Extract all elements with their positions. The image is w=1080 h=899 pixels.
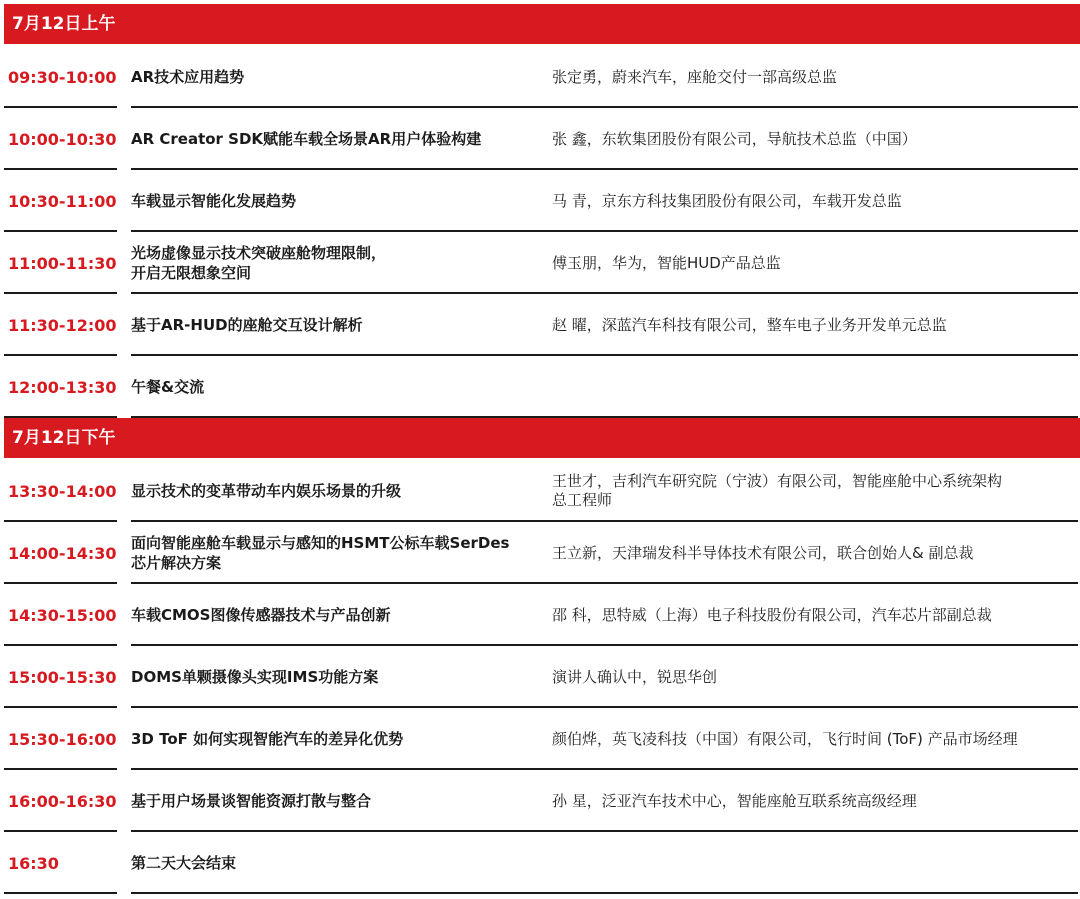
session-time: 15:00-15:30: [8, 667, 117, 687]
session-speaker: 演讲人确认中，锐思华创: [552, 667, 718, 686]
session-time: 10:00-10:30: [8, 129, 117, 149]
session-time: 11:30-12:00: [8, 315, 117, 335]
session-speaker: 王立新，天津瑞发科半导体技术有限公司，联合创始人& 副总裁: [552, 543, 974, 562]
schedule-row: [0, 708, 1080, 770]
schedule-row: [0, 46, 1080, 108]
schedule-row: [0, 770, 1080, 832]
schedule-row: [0, 232, 1080, 294]
session-topic: 午餐&交流: [131, 378, 205, 396]
schedule-row: [0, 522, 1080, 584]
row-divider-left: [4, 892, 117, 894]
session-speaker: 张 鑫，东软集团股份有限公司，导航技术总监（中国）: [552, 129, 917, 148]
schedule-row: [0, 356, 1080, 418]
session-topic: 基于AR-HUD的座舱交互设计解析: [131, 316, 363, 334]
session-topic: DOMS单颗摄像头实现IMS功能方案: [131, 668, 379, 686]
session-topic: 3D ToF 如何实现智能汽车的差异化优势: [131, 730, 404, 748]
afternoon-section-header: 7月12日下午: [4, 418, 1080, 458]
session-time: 11:00-11:30: [8, 253, 117, 273]
session-speaker: 颜伯烨，英飞凌科技（中国）有限公司，飞行时间 (ToF) 产品市场经理: [552, 729, 1018, 748]
session-speaker: 孙 星，泛亚汽车技术中心，智能座舱互联系统高级经理: [552, 791, 917, 810]
session-topic: AR Creator SDK赋能车载全场景AR用户体验构建: [131, 130, 482, 148]
session-speaker: 王世才，吉利汽车研究院（宁波）有限公司，智能座舱中心系统架构 总工程师: [552, 472, 1003, 509]
schedule-row: [0, 294, 1080, 356]
session-time: 14:00-14:30: [8, 543, 117, 563]
session-topic: 车载CMOS图像传感器技术与产品创新: [131, 606, 391, 624]
schedule-row: [0, 832, 1080, 894]
session-speaker: [552, 356, 1074, 418]
row-divider-right: [131, 892, 1078, 894]
schedule-row: [0, 460, 1080, 522]
session-topic: AR技术应用趋势: [131, 68, 245, 86]
session-topic: 基于用户场景谈智能资源打散与整合: [131, 792, 372, 810]
schedule-row: [0, 170, 1080, 232]
session-time: 16:30: [8, 853, 59, 873]
session-time: 14:30-15:00: [8, 605, 117, 625]
schedule-row: [0, 108, 1080, 170]
session-speaker: 赵 曜，深蓝汽车科技有限公司，整车电子业务开发单元总监: [552, 315, 947, 334]
session-time: 09:30-10:00: [8, 67, 117, 87]
session-topic: 第二天大会结束: [131, 854, 237, 872]
schedule-row: [0, 646, 1080, 708]
schedule-row: [0, 584, 1080, 646]
session-speaker: 邵 科，思特威（上海）电子科技股份有限公司，汽车芯片部副总裁: [552, 605, 992, 624]
session-time: 10:30-11:00: [8, 191, 117, 211]
session-topic: 光场虚像显示技术突破座舱物理限制， 开启无限想象空间: [131, 244, 387, 282]
session-time: 15:30-16:00: [8, 729, 117, 749]
session-time: 13:30-14:00: [8, 481, 117, 501]
session-topic: 面向智能座舱车载显示与感知的HSMT公标车载SerDes 芯片解决方案: [131, 534, 510, 572]
session-speaker: 张定勇，蔚来汽车，座舱交付一部高级总监: [552, 67, 838, 86]
session-topic: 显示技术的变革带动车内娱乐场景的升级: [131, 482, 402, 500]
session-speaker: [552, 832, 1074, 894]
session-topic: 车载显示智能化发展趋势: [131, 192, 297, 210]
session-time: 12:00-13:30: [8, 377, 117, 397]
session-time: 16:00-16:30: [8, 791, 117, 811]
session-speaker: 马 青，京东方科技集团股份有限公司，车载开发总监: [552, 191, 902, 210]
morning-section-header: 7月12日上午: [4, 4, 1080, 44]
session-speaker: 傅玉朋，华为，智能HUD产品总监: [552, 253, 781, 272]
